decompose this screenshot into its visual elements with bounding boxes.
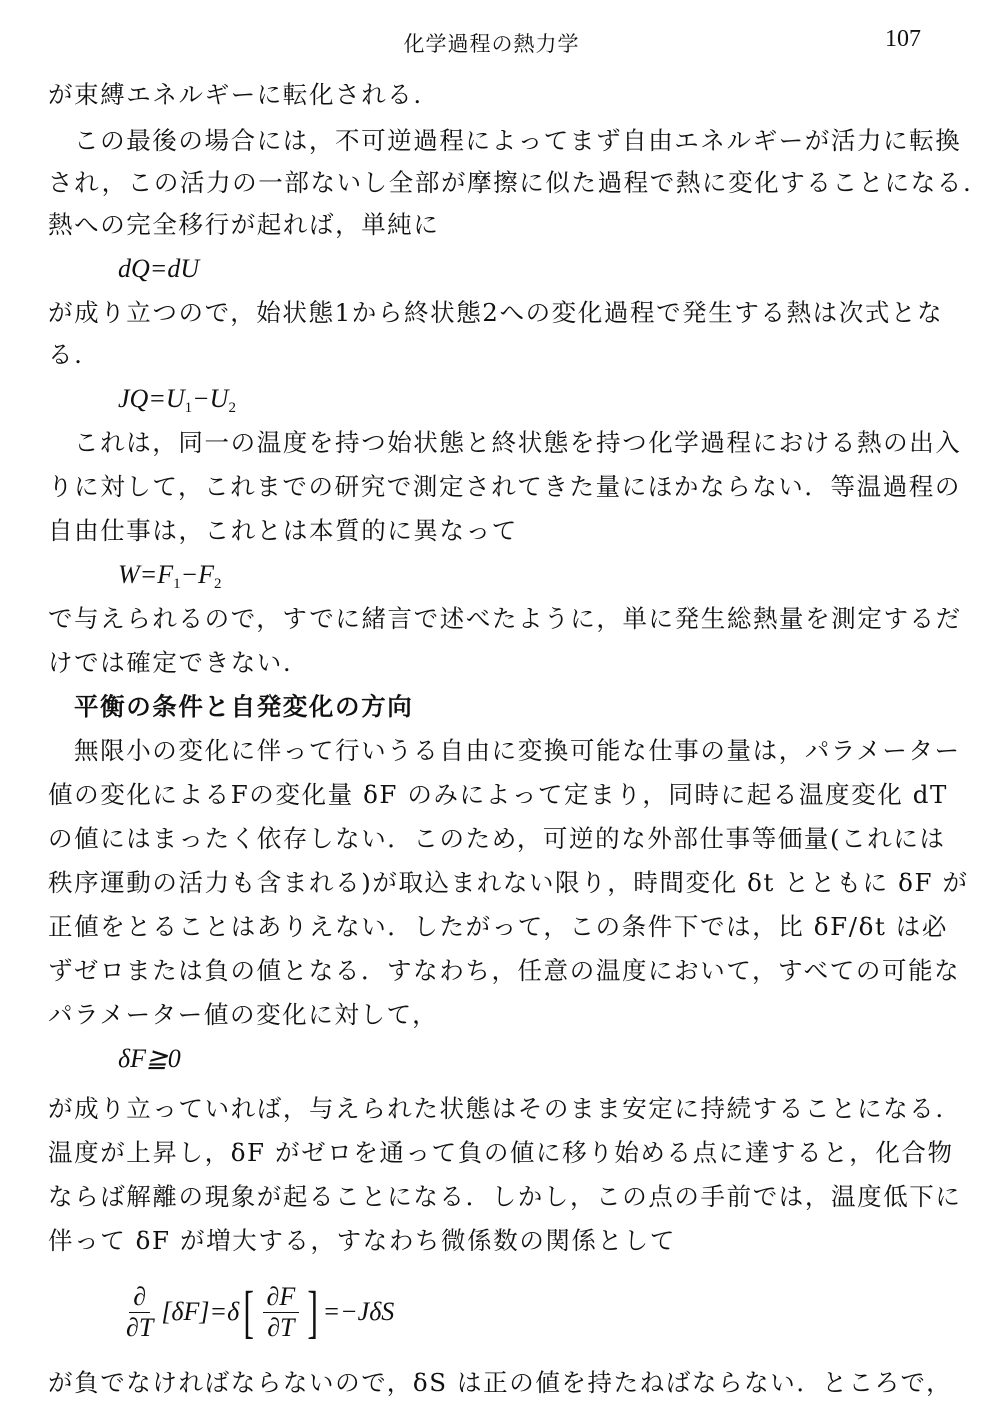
running-title: 化学過程の熱力学 <box>403 32 580 56</box>
section-heading: 平衡の条件と自発変化の方向 <box>74 692 414 721</box>
equation-part: JQ=U <box>118 384 185 413</box>
right-bracket: ] <box>307 1279 319 1344</box>
text-line: けでは確定できない. <box>48 648 293 677</box>
text-line: これは，同一の温度を持つ始状態と終状態を持つ化学過程における熱の出入 <box>74 428 962 457</box>
fraction-numerator: ∂ <box>129 1283 150 1313</box>
equation-delta-f <box>118 1042 181 1076</box>
text-line: 自由仕事は，これとは本質的に異なって <box>48 516 518 545</box>
subscript: 2 <box>214 576 222 592</box>
equation-part: [δF] <box>161 1297 210 1326</box>
equation-dq-du <box>118 252 199 286</box>
equation-part: =−JδS <box>322 1297 395 1326</box>
equation-part: −F <box>180 560 215 589</box>
text-line: ならば解離の現象が起ることになる．しかし，この点の手前では，温度低下に <box>48 1182 962 1211</box>
equation-part: =δ <box>209 1297 240 1326</box>
equation-part: −U <box>192 384 229 413</box>
text-line: 正値をとることはありえない．したがって，この条件下では，比 δF/δt は必 <box>48 912 948 941</box>
text-line: パラメーター値の変化に対して， <box>48 1000 439 1029</box>
text-line: ずゼロまたは負の値となる．すなわち，任意の温度において，すべての可能な <box>48 956 961 985</box>
left-bracket: [ <box>243 1279 255 1344</box>
fraction-df-dt <box>263 1283 300 1342</box>
equation-text: δF≧0 <box>118 1044 181 1073</box>
fraction-partial-dt <box>122 1283 157 1342</box>
text-line: の値にはまったく依存しない．このため，可逆的な外部仕事等価量(これには <box>48 824 946 853</box>
text-line: 値の変化によるFの変化量 δF のみによって定まり，同時に起る温度変化 dT <box>48 780 948 809</box>
text-line: る. <box>48 340 84 369</box>
page-number: 107 <box>885 26 921 52</box>
text-line: が成り立っていれば，与えられた状態はそのまま安定に持続することになる. <box>48 1094 945 1123</box>
text-line: が成り立つので，始状態1から終状態2への変化過程で発生する熱は次式とな <box>48 298 944 327</box>
subscript: 2 <box>228 400 236 416</box>
fraction-denominator: ∂T <box>126 1312 154 1342</box>
equation-text: dQ=dU <box>118 254 200 283</box>
fraction-denominator: ∂T <box>267 1312 295 1342</box>
text-line: この最後の場合には，不可逆過程によってまず自由エネルギーが活力に転換 <box>74 126 962 155</box>
text-line: で与えられるので，すでに緒言で述べたように，単に発生総熱量を測定するだ <box>48 604 962 633</box>
equation-jq <box>118 382 236 425</box>
text-line: 温度が上昇し，δF がゼロを通って負の値に移り始める点に達すると，化合物 <box>48 1138 954 1167</box>
subscript: 1 <box>173 576 181 592</box>
fraction-numerator: ∂F <box>263 1283 300 1313</box>
equation-part: W=F <box>118 560 174 589</box>
text-line: 伴って δF が増大する，すなわち微係数の関係として <box>48 1226 676 1255</box>
equation-derivative <box>118 1280 394 1344</box>
text-line: 熱への完全移行が起れば，単純に <box>48 210 440 239</box>
text-line: が負でなければならないので，δS は正の値を持たねばならない．ところで， <box>48 1368 953 1397</box>
text-line: 秩序運動の活力も含まれる)が取込まれない限り，時間変化 δt とともに δF が <box>48 868 969 897</box>
text-line: りに対して，これまでの研究で測定されてきた量にほかならない．等温過程の <box>48 472 962 501</box>
text-line: され，この活力の一部ないし全部が摩擦に似た過程で熱に変化することになる. <box>48 168 973 197</box>
text-line: が束縛エネルギーに転化される. <box>48 80 423 109</box>
equation-work <box>118 558 222 601</box>
subscript: 1 <box>184 400 193 416</box>
text-line: 無限小の変化に伴って行いうる自由に変換可能な仕事の量は，パラメーター <box>74 736 961 765</box>
